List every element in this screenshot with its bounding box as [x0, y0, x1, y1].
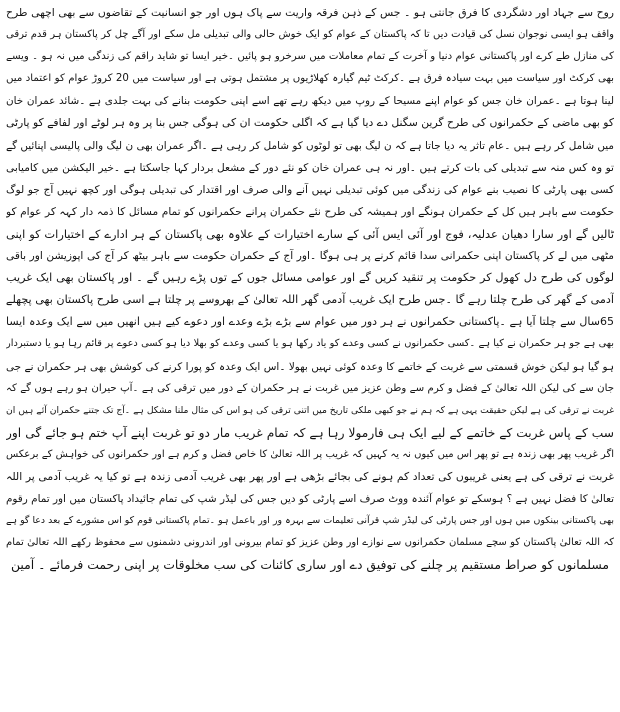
- article-line: ہو گیا ہو لیکن خوش قسمتی سے غربت کے خاتمے کا وعدہ کوئی نہیں بھولا ۔اس ایک وعدہ کو پورا کرنے کی کوشش بھی ہر حکمران نے جی: [6, 360, 614, 373]
- article-line: واقف ہو ایسی نوجوان نسل کی قیادت دیں تا کہ پاکستان کے عوام کو ایک خوش حالی والی تبدیلی مل سکے اور آگے چل کر پاکستان ہر قدم ترقی: [6, 29, 614, 41]
- article-line: بھی ہے جو ہر حکمران نے کیا ہے ۔کسی حکمرانوں نے کسی وعدے کو یاد رکھا ہو یا کسی وعدے کو بھلا دیا ہو کسی دعوے پر قائم رہا ہو یا دستبردار: [6, 338, 614, 350]
- article-line: سب کے پاس غربت کے خاتمے کے لیے ایک ہی فارمولا رہا ہے کہ تمام غریب مار دو تو غربت اپنے آپ ختم ہو جائے گی اور: [6, 425, 614, 440]
- article-line: اگر غریب پھر بھی زندہ ہے تو پھر اس میں کیوں نہ یہ کہیں کہ غریب پر اللہ تعالیٰ کا خاص فضل و کرم ہے اور حکمرانوں کی خواہش کے برعکس: [6, 448, 614, 460]
- article-line: کہ اللہ تعالیٰ پاکستان کو سچے مسلمان حکمرانوں سے نوازے اور وطن عزیز کو تمام بیرونی اور اندرونی دشمنوں سے محفوظ رکھے اللہ تعالیٰ تمام: [6, 537, 614, 549]
- article-line: غربت نے ترقی کی ہے لیکن حقیقت یہی ہے کہ ہم نے جو کبھی ملکی تاریخ میں اتنی ترقی کی ہو اس کی مثال ملنا مشکل ہے ۔آج تک جتنے حکمران آئے ہیں ان: [6, 404, 614, 416]
- article-line: 65سال سے چلتا آیا ہے ۔پاکستانی حکمرانوں نے ہر دور میں عوام سے بڑے بڑے وعدے اور دعوے کیے ہیں انھیں میں سے ایک وعدہ ایسا: [6, 315, 614, 329]
- article-line: مسلمانوں کو صراط مستقیم پر چلنے کی توفیق دے اور ساری کائنات کی سب مخلوقات پر اپنی رحمت فرمائے ۔ آمین: [10, 557, 610, 573]
- article-line: حکومت سے باہر ہیں کل کے حکمران ہونگے اور ہمیشہ کی طرح نئے حکمران پرانے حکمرانوں کو تمام مسائل کا ذمہ دار کہہ کر عوام کو: [6, 205, 614, 218]
- article-line: کسی بھی پارٹی کا نصیب بنے عوام کی زندگی میں کوئی تبدیلی نہیں آنے والی صرف اور اقتدار کی تبدیلی ہوگی اور کچھ نہیں آج جو لوگ: [6, 183, 614, 196]
- article-line: آدمی کے گھر کی طرح چلتا رہے گا ۔جس طرح ایک غریب آدمی گھر اللہ تعالیٰ کے بھروسے پر چلتا ہے اسی طرح پاکستان بھی پچھلے: [6, 293, 614, 307]
- article-line: جان سے کی لیکن اللہ تعالیٰ کے فضل و کرم سے وطن عزیز میں غربت نے ہر حکمران کے دور میں ترقی کی ہے ۔آپ حیران ہو رہے ہوں گے کہ: [6, 382, 614, 394]
- article-line: مٹھی میں لے کر پاکستان اپنی حکمرانی سدا قائم کرنے پر ہی ہوگا ۔اور آج کے حکمران حکومت سے باہر بیٹھ کر آج کی اپوزیشن اور باقی: [6, 250, 614, 263]
- article-line: روح سے جہاد اور دشگردی کا فرق جانتی ہو ۔ جس کے ذہن فرقہ واریت سے پاک ہوں اور جو انسانیت کے تقاضوں سے بھی اچھی طرح: [6, 6, 614, 19]
- article-line: تعالیٰ کا فضل نہیں ہے ؟ ہوسکے تو عوام آئندہ ووٹ صرف اسے پارٹی کو دیں جس کی لیڈر شپ کی تمام جائیداد پاکستان میں اور تمام رقوم: [6, 493, 614, 506]
- article-line: لوگوں کی طرح دل کھول کر حکومت پر تنقید کریں گے اور عوامی مسائل جوں کے توں پڑے رہیں گے ۔ اور پاکستان بھی ایک غریب: [6, 271, 614, 285]
- article-line: بھی پاکستانی بینکوں میں ہوں اور جس پارٹی کی لیڈر شپ قرآنی تعلیمات سے بہرہ ور اور باعمل ہو ۔تمام پاکستانی قوم کو اس مشورے کے بعد دعا گو ہے: [6, 515, 614, 527]
- article-line: میں شامل کر رہے ہیں ۔عام تاثر یہ دیا جاتا ہے کہ ن لیگ بھی تو لوٹوں کو شامل کر رہی ہے ۔اگر عمران بھی ن لیگ والی پالیسی اپنائیں گے: [6, 139, 614, 152]
- article-line: لینا ہوتا ہے ۔عمران خان جس کو عوام اپنے مسیحا کے روپ میں دیکھ رہے تھے اسے اپنی حکومت بنانے کی بہت جلدی ہے ۔شائد عمران خان: [6, 95, 614, 108]
- article-line: ٹالیں گے اور سارا دھیان عدلیہ، فوج اور آئی ایس آئی کے سارے اختیارات کے علاوہ بھی پاکستان کے ہر ادارے کے اختیارات کو اپنی: [6, 226, 614, 241]
- article-line: تو وہ کس منہ سے تبدیلی کی بات کرتے ہیں ۔اور نہ ہی عمران خان کو نئے دور کے مشعل بردار کہا جاسکتا ہے ۔خیر الیکشن میں کامیابی: [6, 161, 614, 174]
- article-body: [6, 2, 614, 576]
- article-line: کی منازل طے کرے اور پاکستانی عوام دنیا و آخرت کے تمام معاملات میں سرخرو ہو پائیں ۔خیر ایسا تو شاید راقم کی زندگی میں نہ ہو ۔ ویسے: [6, 51, 614, 63]
- article-line: غربت نے ترقی کی ہے یعنی غریبوں کی تعداد کم ہونے کی بجائے بڑھی ہے اور پھر بھی غریب آدمی زندہ ہے تو کیا یہ غریب آدمی پر اللہ: [6, 469, 614, 483]
- article-line: بھی کرکٹ اور سیاست میں بہت سیادہ فرق ہے ۔کرکٹ ٹیم گیارہ کھلاڑیوں پر مشتمل ہوتی ہے اور سیاست میں 20 کروڑ عوام کو اعتماد میں: [6, 73, 614, 85]
- article-line: کو بھی ماضی کے حکمرانوں کی طرح گرین سگنل دے دیا گیا ہے کہ اگلی حکومت ان کی ہوگی جس بنا پر وہ ہر لوٹے اور لفافے کو پارٹی: [6, 116, 614, 130]
